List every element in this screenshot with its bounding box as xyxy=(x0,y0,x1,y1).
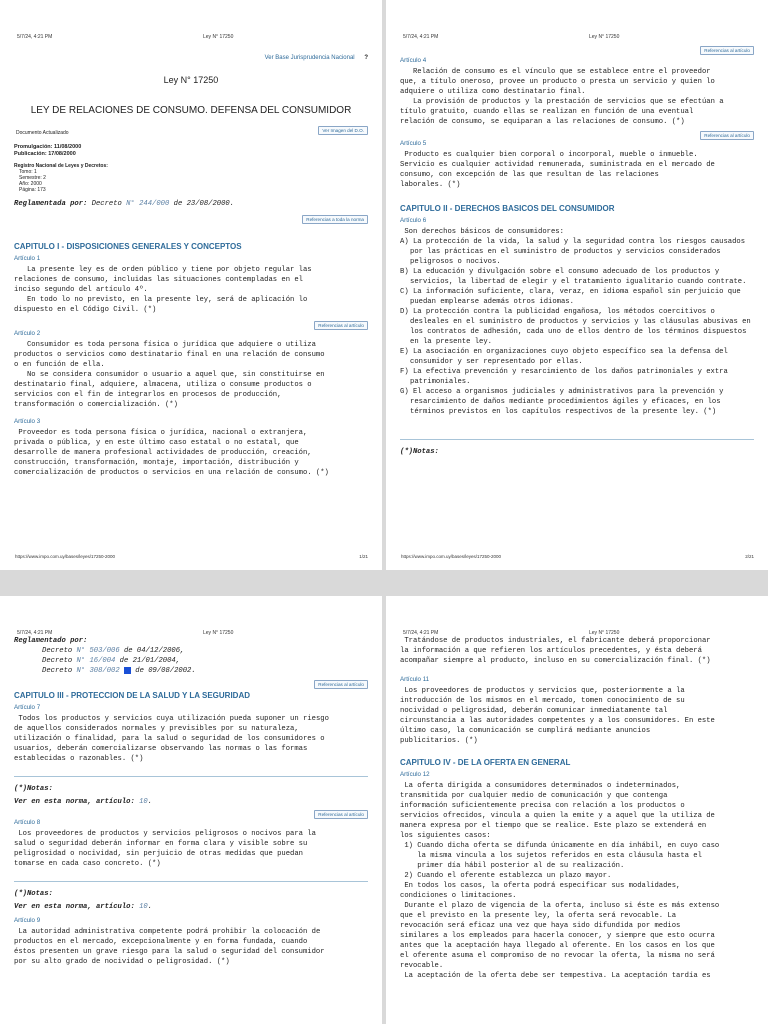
article-10-continued: Tratándose de productos industriales, el fabricante deberá proporcionar la información a que refieren los artículos precedentes, y ésta deberá acompañar siempre al producto, incluso en su comercialización final. (*) xyxy=(400,637,711,665)
article-9-text: La autoridad administrativa competente podrá prohibir la colocación de productos en el mercado, excepcionalmente y en forma fundada, cuando éstos presenten un grave riesgo para la salud o seguridad del consumidor por su alto grado de nocividad o peligrosidad. (*) xyxy=(14,928,325,966)
decreto-date: de 21/01/2004, xyxy=(115,657,181,665)
list-item: D) La protección contra la publicidad engañosa, los métodos coercitivos o desleales en el suministro de productos y servicios y las cláusulas abusivas en los contratos de adhesión, cada uno de ellos dentro de los términos dispuestos en la presente ley. xyxy=(400,308,751,346)
see-also-end: . xyxy=(147,798,153,806)
see-also-link[interactable]: 10 xyxy=(134,903,148,911)
article-8-heading: Artículo 8 xyxy=(14,819,41,826)
decreto-date: de 04/12/2006, xyxy=(119,647,185,655)
decreto-row xyxy=(14,656,368,666)
list-item: F) La efectiva prevención y resarcimiento de los daños patrimoniales y extra patrimoniales. xyxy=(400,368,728,386)
chapter-1: CAPITULO I - DISPOSICIONES GENERALES Y CONCEPTOS xyxy=(14,242,242,251)
ref-art-button[interactable]: Referencias al artículo xyxy=(314,680,368,689)
list-item: E) La asociación en organizaciones cuyo objeto específico sea la defensa del consumidor y ser representado por ellas. xyxy=(400,348,728,366)
header-law: Ley N° 17250 xyxy=(203,34,234,40)
tomo: Tomo: 1 xyxy=(19,169,37,175)
decreto-date: de 23/08/2000. xyxy=(169,200,235,208)
article-4-text: Relación de consumo es el vínculo que se establece entre el proveedor que, a título oneroso, provee un producto o presta un servicio y quien lo adquiere o utiliza como destinatario final. La provisión de productos y la prestación de servicios que se efectúan a título gratuito, cuando ellas se realizan en función de una eventual relación de consumo, se equiparan a las relaciones de consumo. (*) xyxy=(400,68,724,126)
article-11-heading: Artículo 11 xyxy=(400,676,430,683)
header-date: 5/7/24, 4:21 PM xyxy=(17,630,53,636)
decreto-word: Decreto xyxy=(42,667,77,675)
see-also-line xyxy=(14,798,368,806)
article-1-heading: Artículo 1 xyxy=(14,255,41,262)
footer-url[interactable]: https://www.impo.com.uy/bases/leyes/17250-2000 xyxy=(401,554,502,559)
jurisprudencia-link[interactable]: Ver Base Jurisprudencia Nacional xyxy=(264,55,355,61)
notes-heading: (*)Notas: xyxy=(400,448,439,456)
chapter-4: CAPITULO IV - DE LA OFERTA EN GENERAL xyxy=(400,758,571,767)
reglamentado-line xyxy=(14,636,368,646)
doc-status: Documento Actualizado xyxy=(16,130,69,136)
notes-heading: (*)Notas: xyxy=(14,785,53,793)
page-2 xyxy=(386,0,768,570)
decreto-row xyxy=(14,666,368,676)
page-4 xyxy=(386,596,768,1024)
header-date: 5/7/24, 4:21 PM xyxy=(403,34,439,40)
reglamentado-colon: : xyxy=(83,637,88,645)
ver-imagen-button[interactable]: Ver Imagen del D.O. xyxy=(318,126,368,135)
publicacion: Publicación: 17/08/2000 xyxy=(14,151,76,157)
decreto-link[interactable]: N° 308/002 xyxy=(76,667,120,675)
see-also-label: Ver en esta norma, artículo: xyxy=(14,903,135,911)
ref-norma-button[interactable]: Referencias a toda la norma xyxy=(302,215,368,224)
article-7-heading: Artículo 7 xyxy=(14,704,41,711)
article-3-text: Proveedor es toda persona física o jurídica, nacional o extranjera, privada o pública, y en este último caso estatal o no estatal, que desarrolle de manera profesional actividades de producción, creación, construcción, transformación, montaje, importación, distribución y comercialización de productos o servicios en una relación de consumo. (*) xyxy=(14,429,329,477)
page-3 xyxy=(0,596,382,1024)
jurisprudencia-row xyxy=(14,55,368,61)
decreto-date: de 09/08/2002. xyxy=(130,667,196,675)
divider xyxy=(14,776,368,777)
see-also-end: . xyxy=(147,903,153,911)
anio: Año: 2000 xyxy=(19,181,42,187)
law-number: Ley N° 17250 xyxy=(163,75,219,85)
header-law: Ley N° 17250 xyxy=(203,630,234,636)
article-6-heading: Artículo 6 xyxy=(400,217,427,224)
document-icon[interactable] xyxy=(124,667,131,674)
ref-art-button-2[interactable]: Referencias al artículo xyxy=(314,810,368,819)
article-5-heading: Artículo 5 xyxy=(400,140,427,147)
article-6-list xyxy=(400,237,754,417)
article-7-text: Todos los productos y servicios cuya utilización pueda suponer un riesgo de aquellos considerados normales y previsibles por su naturaleza, utilización o finalidad, para la salud o seguridad de los consumidores o usuarios, deberán comercializarse observando las normas o las formas establecidas o razonables. (*) xyxy=(14,715,329,763)
help-icon[interactable]: ? xyxy=(364,55,368,61)
decreto-row xyxy=(14,646,368,656)
list-item: C) La información suficiente, clara, veraz, en idioma español sin perjuicio que puedan emplearse además otros idiomas. xyxy=(400,288,741,306)
article-8-text: Los proveedores de productos y servicios peligrosos o nocivos para la salud o seguridad deberán informar en forma clara y visible sobre su peligrosidad o nocividad, sin perjuicio de otras medidas que puedan tomarse en cada caso concreto. (*) xyxy=(14,830,316,868)
decreto-word: Decreto xyxy=(87,200,127,208)
divider xyxy=(400,439,754,440)
promulgacion: Promulgación: 11/08/2000 xyxy=(14,144,82,150)
pagina: Página: 173 xyxy=(19,187,46,193)
notes-heading-2: (*)Notas: xyxy=(14,890,53,898)
article-9-heading: Artículo 9 xyxy=(14,917,41,924)
divider xyxy=(14,881,368,882)
page-number: 1/21 xyxy=(359,554,368,559)
list-item: A) La protección de la vida, la salud y la seguridad contra los riesgos causados por las prácticas en el suministro de productos y servicios considerados peligrosos o nocivos. xyxy=(400,238,746,266)
decreto-word: Decreto xyxy=(42,657,77,665)
article-1-text: La presente ley es de orden público y tiene por objeto regular las relaciones de consumo, incluidas las situaciones contempladas en el inciso segundo del artículo 4º. En todo lo no previsto, en la presente ley, será de aplicación lo dispuesto en el Código Civil. (*) xyxy=(14,266,312,314)
reglamentado-label: Reglamentado por xyxy=(14,637,84,645)
reglamentada-colon: : xyxy=(83,200,88,208)
header-law: Ley N° 17250 xyxy=(589,630,620,636)
header-date: 5/7/24, 4:21 PM xyxy=(17,34,53,40)
article-2-heading: Artículo 2 xyxy=(14,330,41,337)
article-11-text: Los proveedores de productos y servicios que, posteriormente a la introducción de los mismos en el mercado, tomen conocimiento de su nocividad o peligrosidad, deberán comunicar inmediatamente tal circunstancia a las autoridades competentes y a los consumidores. En este último caso, la comunicación se cumplirá mediante anuncios publicitarios. (*) xyxy=(400,687,715,745)
chapter-3: CAPITULO III - PROTECCION DE LA SALUD Y LA SEGURIDAD xyxy=(14,691,251,700)
semestre: Semestre: 2 xyxy=(19,175,46,181)
list-item: B) La educación y divulgación sobre el consumo adecuado de los productos y servicios, la libertad de elegir y el tratamiento igualitario cuando contrate. xyxy=(400,268,747,286)
article-2-text: Consumidor es toda persona física o jurídica que adquiere o utiliza productos o servicios como destinatario final en una relación de consumo o en función de ella. No se considera consumidor o usuario a aquel que, sin constituirse en destinatario final, adquiere, almacena, utiliza o consume productos o servicios con el fin de integrarlos en procesos de producción, transformación o comercialización. (*) xyxy=(14,341,325,409)
see-also-label: Ver en esta norma, artículo: xyxy=(14,798,135,806)
see-also-link[interactable]: 10 xyxy=(134,798,148,806)
footer-url[interactable]: https://www.impo.com.uy/bases/leyes/17250-2000 xyxy=(15,554,116,559)
article-4-heading: Artículo 4 xyxy=(400,57,427,64)
header-date: 5/7/24, 4:21 PM xyxy=(403,630,439,636)
article-6-intro: Son derechos básicos de consumidores: xyxy=(400,228,564,236)
list-item: G) El acceso a organismos judiciales y administrativos para la prevención y resarcimiento de daños mediante procedimientos ágiles y eficaces, en los términos previstos en los capítulos respectivos de la presente ley. (*) xyxy=(400,388,724,416)
ref-art-button-2[interactable]: Referencias al artículo xyxy=(700,131,754,140)
chapter-2: CAPITULO II - DERECHOS BASICOS DEL CONSUMIDOR xyxy=(400,204,615,213)
decreto-link[interactable]: N° 244/000 xyxy=(126,200,170,208)
page-number: 2/21 xyxy=(745,554,754,559)
decreto-link[interactable]: N° 16/004 xyxy=(76,657,116,665)
article-5-text: Producto es cualquier bien corporal o incorporal, mueble o inmueble. Servicio es cualquier actividad remunerada, suministrada en el mercado de consumo, con excepción de las que resultan de las relaciones laborales. (*) xyxy=(400,151,715,189)
header-law: Ley N° 17250 xyxy=(589,34,620,40)
ref-art-button[interactable]: Referencias al artículo xyxy=(314,321,368,330)
law-title: LEY DE RELACIONES DE CONSUMO. DEFENSA DEL CONSUMIDOR xyxy=(30,105,352,116)
page-1 xyxy=(0,0,382,570)
article-12-heading: Artículo 12 xyxy=(400,771,430,778)
reglamentada-label: Reglamentada por xyxy=(14,200,84,208)
article-12-text: La oferta dirigida a consumidores determinados o indeterminados, transmitida por cualquier medio de comunicación y que contenga información suficientemente precisa con relación a los productos o servicios ofrecidos, vincula a quien la emite y a aquel que la utiliza de manera expresa por el tiempo que se realice. Este plazo se extenderá en los siguientes casos: 1) Cuando dicha oferta se difunda únicamente en día inhábil, en cuyo caso la misma vincula a los sujetos referidos en esta cláusula hasta el primer día hábil posterior al de su realización. 2) Cuando el oferente establezca un plazo mayor. En todos los casos, la oferta podrá especificar sus modalidades, condiciones o limitaciones. Durante el plazo de vigencia de la oferta, incluso si éste es más extenso que el previsto en la presente ley, la oferta será revocable. La revocación será eficaz una vez que haya sido difundida por medios similares a los empleados para hacerla conocer, y siempre que esto ocurra antes que la aceptación haya llegado al oferente. En los casos en los que el oferente asuma el compromiso de no revocar la oferta, la misma no será revocable. La aceptación de la oferta debe ser tempestiva. La aceptación tardía es xyxy=(400,782,720,980)
decreto-link[interactable]: N° 503/006 xyxy=(76,647,120,655)
see-also-line-2 xyxy=(14,903,368,911)
ref-art-button[interactable]: Referencias al artículo xyxy=(700,46,754,55)
registro-title: Registro Nacional de Leyes y Decretos: xyxy=(14,163,108,169)
reglamentada-line xyxy=(14,199,368,209)
decreto-word: Decreto xyxy=(42,647,77,655)
article-3-heading: Artículo 3 xyxy=(14,418,41,425)
